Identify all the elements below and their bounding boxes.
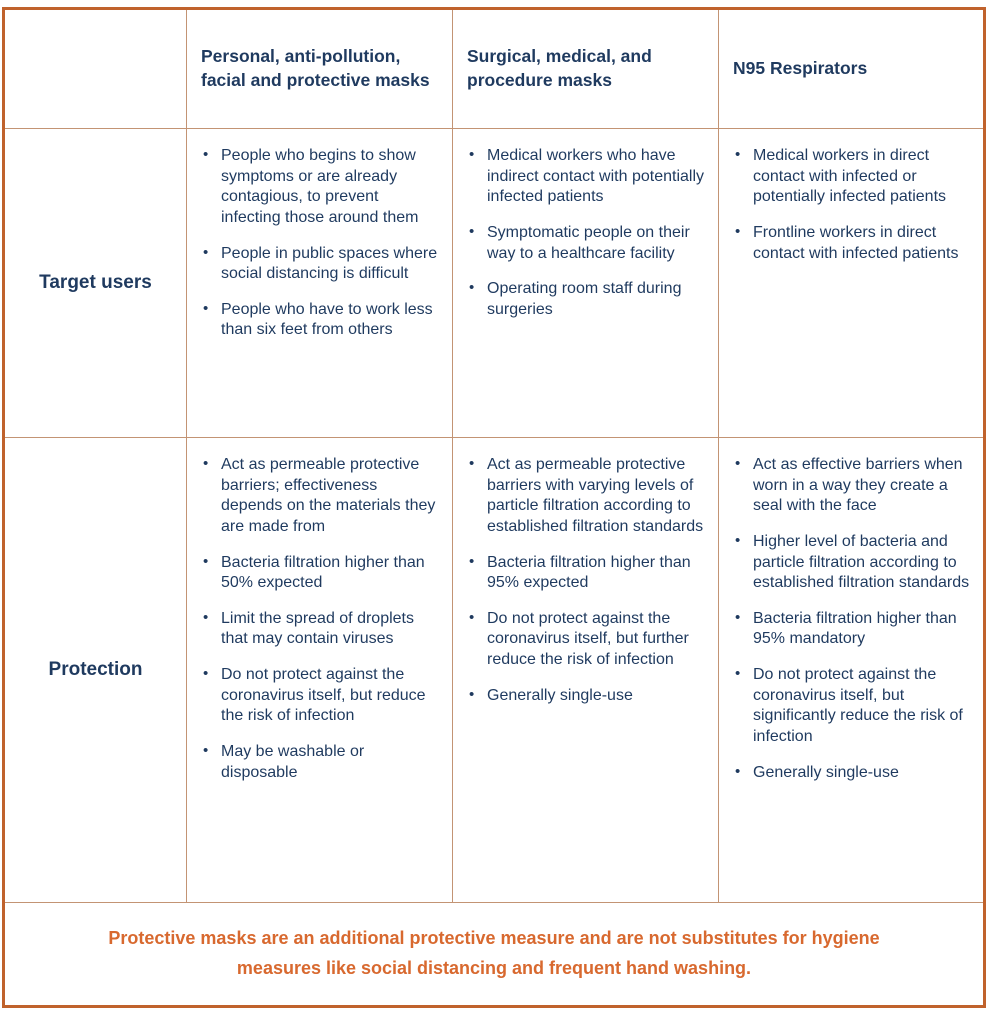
cell-protection-surgical bbox=[453, 438, 719, 903]
bullet-text: Do not protect against the coronavirus itself, but significantly reduce the risk of infection bbox=[753, 666, 963, 745]
bullet-text: Generally single-use bbox=[753, 763, 899, 781]
bullet-item bbox=[202, 146, 440, 229]
bullet-text: Bacteria filtration higher than 50% expected bbox=[221, 553, 425, 592]
cell-target-users-surgical bbox=[453, 129, 719, 438]
bullet-list bbox=[734, 146, 971, 264]
row-label-target-users bbox=[5, 129, 187, 438]
bullet-icon: • bbox=[469, 455, 475, 472]
bullet-item bbox=[468, 146, 706, 208]
bullet-text: Symptomatic people on their way to a healthcare facility bbox=[487, 223, 690, 262]
bullet-text: Frontline workers in direct contact with infected patients bbox=[753, 223, 959, 262]
bullet-icon: • bbox=[735, 222, 741, 240]
bullet-item bbox=[734, 609, 971, 650]
bullet-text: Act as permeable protective barriers with varying levels of particle filtration according to established filtration standards bbox=[487, 456, 704, 535]
bullet-icon: • bbox=[469, 222, 475, 240]
bullet-item bbox=[202, 742, 440, 783]
bullet-icon: • bbox=[469, 279, 475, 297]
bullet-text: People who have to work less than six feet from others bbox=[221, 300, 433, 339]
row-label-text: Protection bbox=[48, 659, 143, 680]
column-header-label: N95 Respirators bbox=[733, 58, 868, 79]
bullet-item bbox=[468, 609, 706, 671]
bullet-icon: • bbox=[469, 146, 475, 163]
bullet-text: Medical workers who have indirect contact with potentially infected patients bbox=[487, 147, 704, 206]
bullet-item bbox=[202, 455, 440, 538]
bullet-list bbox=[468, 146, 706, 320]
bullet-item bbox=[734, 146, 971, 208]
bullet-icon: • bbox=[735, 455, 741, 472]
bullet-list bbox=[734, 455, 971, 783]
bullet-text: Bacteria filtration higher than 95% mandatory bbox=[753, 609, 957, 648]
bullet-text: People who begins to show symptoms or are already contagious, to prevent infecting those around them bbox=[221, 147, 419, 226]
bullet-list bbox=[468, 455, 706, 706]
bullet-item bbox=[202, 244, 440, 285]
bullet-text: Operating room staff during surgeries bbox=[487, 280, 682, 318]
bullet-item bbox=[734, 223, 971, 264]
bullet-icon: • bbox=[735, 146, 741, 163]
cell-protection-personal bbox=[187, 438, 453, 903]
bullet-item bbox=[734, 455, 971, 517]
bullet-text: Limit the spread of droplets that may contain viruses bbox=[221, 609, 414, 648]
row-label-text: Target users bbox=[39, 272, 152, 293]
bullet-icon: • bbox=[469, 685, 475, 703]
column-header-label: Personal, anti-pollution, facial and protective masks bbox=[201, 46, 430, 90]
bullet-icon: • bbox=[735, 665, 741, 682]
row-label-protection bbox=[5, 438, 187, 903]
bullet-icon: • bbox=[469, 552, 475, 570]
bullet-text: May be washable or disposable bbox=[221, 742, 365, 781]
bullet-text: Do not protect against the coronavirus itself, but further reduce the risk of infection bbox=[487, 609, 689, 668]
bullet-icon: • bbox=[203, 455, 209, 472]
header-cell-surgical-masks bbox=[453, 10, 719, 129]
bullet-item bbox=[734, 665, 971, 748]
bullet-icon: • bbox=[203, 243, 209, 261]
footer-note-cell bbox=[5, 903, 983, 1005]
bullet-item bbox=[468, 686, 706, 707]
bullet-icon: • bbox=[735, 531, 741, 549]
bullet-icon: • bbox=[203, 299, 209, 317]
bullet-icon: • bbox=[203, 552, 209, 570]
bullet-item bbox=[202, 300, 440, 341]
header-cell-n95-respirators bbox=[719, 10, 983, 129]
header-cell-empty bbox=[5, 10, 187, 129]
bullet-text: Act as effective barriers when worn in a way they create a seal with the face bbox=[753, 456, 963, 515]
column-header-label: Surgical, medical, and procedure masks bbox=[467, 46, 652, 90]
cell-target-users-personal bbox=[187, 129, 453, 438]
bullet-icon: • bbox=[735, 762, 741, 780]
bullet-icon: • bbox=[203, 741, 209, 759]
footer-note-text: Protective masks are an additional protective measure and are not substitutes for hygiene measures like social distancing and frequent hand washing. bbox=[108, 928, 880, 978]
bullet-item bbox=[202, 665, 440, 727]
bullet-item bbox=[468, 279, 706, 320]
cell-protection-n95 bbox=[719, 438, 983, 903]
bullet-icon: • bbox=[735, 608, 741, 626]
cell-target-users-n95 bbox=[719, 129, 983, 438]
bullet-text: Higher level of bacteria and particle filtration according to established filtration standards bbox=[753, 532, 970, 592]
bullet-item bbox=[468, 455, 706, 538]
bullet-icon: • bbox=[203, 608, 209, 626]
mask-comparison-table bbox=[2, 7, 986, 1008]
bullet-text: Bacteria filtration higher than 95% expected bbox=[487, 553, 691, 592]
bullet-list bbox=[202, 455, 440, 783]
bullet-icon: • bbox=[203, 665, 209, 682]
bullet-text: People in public spaces where social distancing is difficult bbox=[221, 244, 438, 283]
bullet-item bbox=[202, 609, 440, 650]
bullet-text: Medical workers in direct contact with infected or potentially infected patients bbox=[753, 147, 947, 206]
header-cell-personal-masks bbox=[187, 10, 453, 129]
bullet-icon: • bbox=[203, 146, 209, 163]
bullet-item bbox=[468, 223, 706, 264]
bullet-list bbox=[202, 146, 440, 341]
bullet-text: Act as permeable protective barriers; effectiveness depends on the materials they are made from bbox=[221, 456, 436, 535]
bullet-item bbox=[734, 532, 971, 594]
bullet-text: Generally single-use bbox=[487, 686, 633, 704]
bullet-item bbox=[468, 553, 706, 594]
bullet-item bbox=[202, 553, 440, 594]
bullet-icon: • bbox=[469, 608, 475, 626]
bullet-item bbox=[734, 763, 971, 784]
bullet-text: Do not protect against the coronavirus itself, but reduce the risk of infection bbox=[221, 666, 426, 725]
